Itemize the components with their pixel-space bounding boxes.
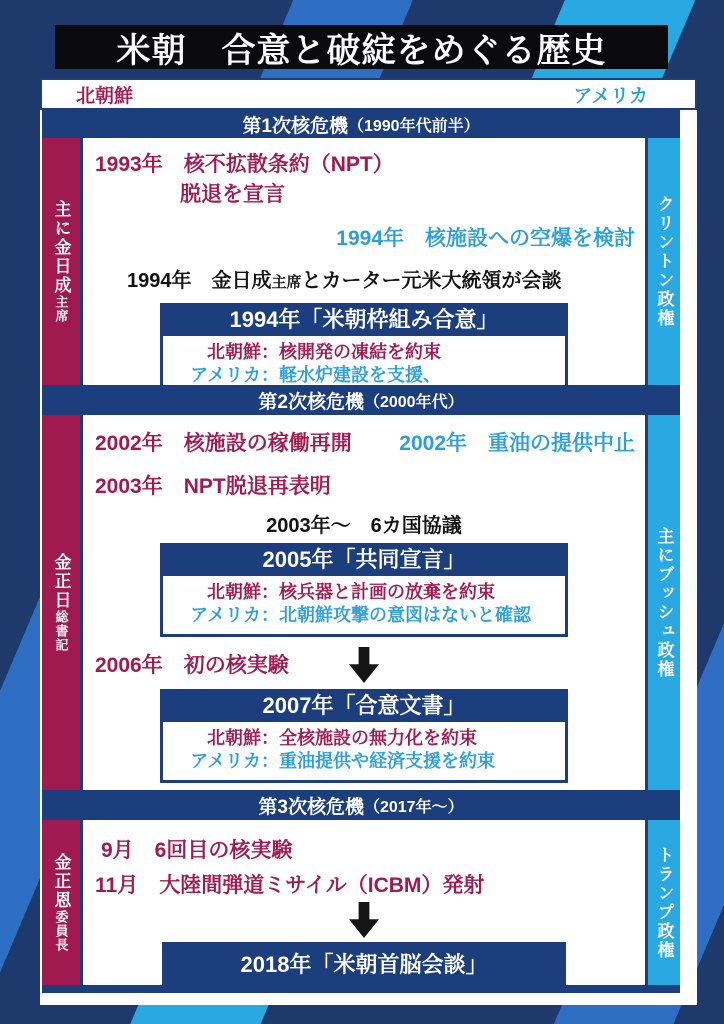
- event-1994-airstrike: 1994年 核施設への空爆を検討: [336, 227, 635, 250]
- agreement-box-2007: [160, 689, 568, 783]
- event-1993-npt: 1993年 核不拡散条約（NPT）: [95, 153, 394, 176]
- leader-title-suffix: 主席: [53, 295, 69, 323]
- agreement-row-nk: 北朝鮮： 核兵器と計画の放棄を約束: [207, 582, 495, 602]
- event-sep-nuclear-test: 9月 6回目の核実験: [101, 839, 293, 862]
- event-1994-carter-meeting: 1994年 金日成主席とカーター元米大統領が会談: [127, 270, 562, 292]
- band-title: 第1次核危機: [242, 115, 348, 137]
- section-content: [80, 415, 648, 790]
- agreement-row-us: アメリカ： 軽水炉建設を支援、: [190, 365, 441, 385]
- leader-name: 金正恩: [51, 853, 71, 910]
- band-title: 第2次核危機: [258, 391, 364, 413]
- section-first-crisis: [42, 138, 680, 385]
- page-title: 米朝 合意と破綻をめぐる歴史: [116, 31, 607, 70]
- event-2006-nuclear-test: 2006年 初の核実験: [95, 654, 289, 677]
- era-name: 主にブッシュ政権: [654, 526, 674, 679]
- event-2002-oil-stop: 2002年 重油の提供中止: [399, 432, 635, 455]
- agreement-row-nk: 北朝鮮： 全核施設の無力化を約束: [207, 728, 477, 748]
- era-name: トランプ政権: [654, 845, 674, 960]
- section-second-crisis: [42, 415, 680, 790]
- leader-title-suffix: 委員長: [53, 910, 69, 952]
- agreement-box-title: 2007年「合意文書」: [160, 689, 568, 722]
- title-bar: [55, 25, 668, 69]
- leader-title-suffix: 総書記: [53, 610, 69, 652]
- column-header-row: [40, 78, 697, 110]
- leader-bar-kim-jong-il: [42, 415, 80, 790]
- agreement-box-body: [160, 576, 568, 637]
- leader-bar-kim-jong-un: [42, 820, 80, 985]
- event-1993-npt-line2: 脱退を宣言: [180, 183, 285, 206]
- agreement-row-us: アメリカ： 北朝鮮攻撃の意図はないと確認: [190, 605, 531, 625]
- era-bar-trump: [648, 820, 680, 985]
- agreement-box-body: [160, 722, 568, 783]
- panel-bottom-border: [42, 985, 680, 993]
- leader-name: 金正日: [51, 553, 71, 610]
- agreement-row-us: アメリカ： 重油提供や経済支援を約束: [190, 751, 495, 771]
- timeline: [42, 110, 680, 993]
- era-bar-bush: [648, 415, 680, 790]
- agreement-row-nk: 北朝鮮： 核開発の凍結を約束: [207, 342, 441, 362]
- event-2006-row: [83, 647, 645, 687]
- event-2003-six-party: 2003年～ 6カ国協議: [266, 515, 462, 537]
- main-panel: [40, 78, 697, 1005]
- event-nov-icbm: 11月 大陸間弾道ミサイル（ICBM）発射: [95, 874, 485, 897]
- agreement-box-1994: [160, 303, 568, 385]
- era-name: クリントン政権: [654, 195, 674, 328]
- section-content: [80, 820, 648, 985]
- down-arrow-icon: [349, 902, 379, 938]
- agreement-box-body: [160, 336, 568, 385]
- summit-box-2018: 2018年「米朝首脳会談」: [162, 942, 566, 985]
- event-2003-npt: 2003年 NPT脱退再表明: [95, 475, 331, 498]
- era-bar-clinton: [648, 138, 680, 385]
- agreement-box-title: 2005年「共同宣言」: [160, 543, 568, 576]
- down-arrow-icon: [349, 647, 379, 683]
- agreement-box-title: 1994年「米朝枠組み合意」: [160, 303, 568, 336]
- band-paren: （1990年代前半）: [347, 117, 480, 135]
- section-third-crisis: [42, 820, 680, 985]
- section-band-first-crisis: [42, 110, 680, 138]
- section-content: [80, 138, 648, 385]
- agreement-box-2005: [160, 543, 568, 637]
- column-header-north-korea: 北朝鮮: [76, 85, 134, 107]
- leader-name: 主に金日成: [51, 200, 71, 295]
- section-band-third-crisis: [42, 790, 680, 820]
- leader-bar-kim-il-sung: [42, 138, 80, 385]
- event-2002-restart: 2002年 核施設の稼働再開: [95, 432, 352, 455]
- section-band-second-crisis: [42, 385, 680, 415]
- band-title: 第3次核危機: [258, 796, 364, 818]
- band-paren: （2017年～）: [363, 798, 464, 816]
- column-header-usa: アメリカ: [573, 85, 648, 107]
- band-paren: （2000年代）: [363, 393, 464, 411]
- event-2002-row: [95, 427, 635, 457]
